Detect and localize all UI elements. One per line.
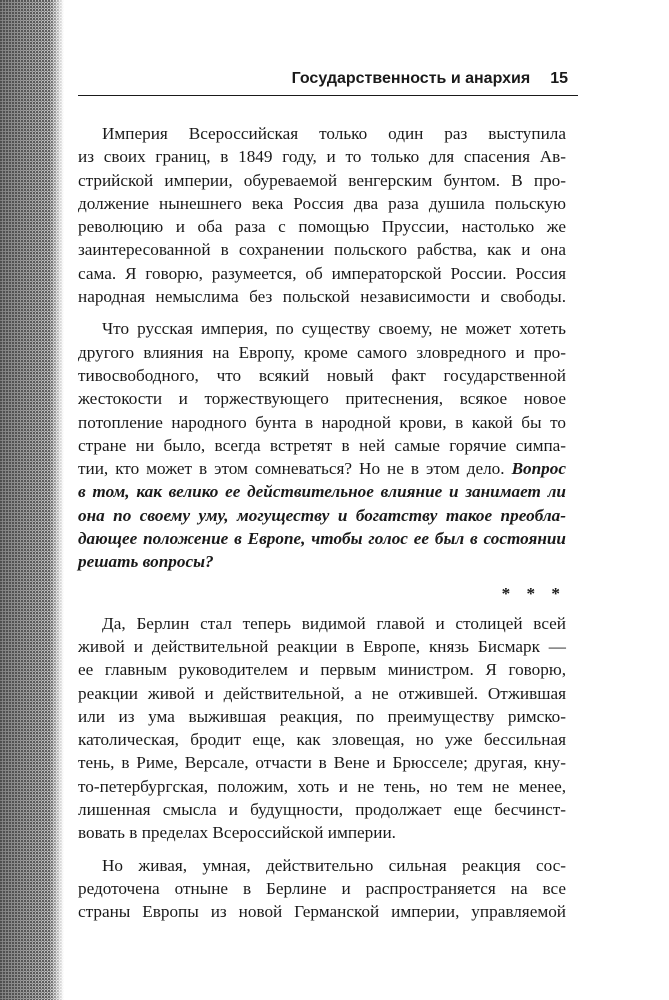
text-line: революцию и оба раза с помощью Пруссии, настолько же: [78, 217, 566, 237]
text-line: жестокости и торжествующего притеснения, всякое новое: [78, 389, 566, 409]
paragraph: [78, 612, 566, 845]
running-header: [78, 70, 568, 92]
emphasis-line: в том, как велико ее действительное влияние и занимает ли: [78, 482, 566, 502]
text-line: [78, 457, 566, 480]
text-line: должение нынешнего века Россия два раза душила польскую: [78, 193, 566, 213]
body-text: [78, 122, 566, 924]
paragraph: [78, 854, 566, 924]
text-line: католическая, бродит еще, как зловещая, но уже бессильная: [78, 730, 566, 750]
text-line: Но живая, умная, действительно сильная реакция сос-: [102, 855, 566, 875]
text-line: потопление народного бунта в народной крови, в какой бы то: [78, 412, 566, 432]
paragraph: [78, 317, 566, 573]
emphasis-text: Вопрос: [511, 459, 566, 479]
text-line: лишенная смысла и будущности, продолжает еще бесчинст-: [78, 800, 566, 820]
section-separator: * * *: [501, 583, 566, 603]
text-line: или из ума выжившая реакция, по преимуществу римско-: [78, 706, 566, 726]
text-line: заинтересованной в сохранении польского рабства, как и она: [78, 240, 566, 260]
text-line-part: тии, кто может в этом сомневаться? Но не в этом дело.: [78, 459, 505, 479]
text-line: Империя Всероссийская только один раз выступила: [102, 124, 566, 143]
text-line: другого влияния на Европу, кроме самого зловредного и про-: [78, 342, 566, 362]
emphasis-line: она по своему уму, могуществу и богатству такое преобла-: [78, 505, 566, 525]
paragraph: [78, 122, 566, 308]
text-line: народная немыслима без польской независимости и свободы.: [78, 287, 566, 307]
text-line: Да, Берлин стал теперь видимой главой и столицей всей: [102, 613, 566, 633]
emphasis-line: решать вопросы?: [78, 552, 214, 572]
text-line: тивосвободного, что всякий новый факт государственной: [78, 365, 566, 385]
text-line: сама. Я говорю, разумеется, об императорской России. Россия: [78, 263, 566, 283]
text-line: живой и действительной реакции в Европе, князь Бисмарк —: [78, 636, 566, 656]
text-line: из своих границ, в 1849 году, и то только для спасения Ав-: [78, 147, 566, 167]
text-line: стране ни было, всегда встретят в ней самые горячие симпа-: [78, 435, 566, 455]
text-line: реакции живой и действительной, а не отжившей. Отжившая: [78, 683, 566, 703]
text-line: редоточена отныне в Берлине и распространяется на все: [78, 878, 566, 898]
header-rule: [78, 95, 578, 96]
running-header-title: Государственность и анархия: [291, 70, 531, 87]
text-line: ее главным руководителем и первым министром. Я говорю,: [78, 660, 566, 680]
text-line: вовать в пределах Всероссийской империи.: [78, 823, 396, 843]
emphasis-line: дающее положение в Европе, чтобы голос ее был в состоянии: [78, 529, 566, 549]
page-edge-shading: [0, 0, 64, 1000]
text-line: то-петербургская, положим, хоть и не тень, но тем не менее,: [78, 776, 566, 796]
page-number: 15: [550, 70, 568, 87]
text-line: стрийской империи, обуреваемой венгерским бунтом. В про-: [78, 170, 566, 190]
text-line: страны Европы из новой Германской империи, управляемой: [78, 902, 566, 922]
text-line: тень, в Риме, Версале, отчасти в Вене и Брюсселе; другая, кну-: [78, 753, 566, 773]
text-line: Что русская империя, по существу своему, не может хотеть: [102, 319, 566, 339]
